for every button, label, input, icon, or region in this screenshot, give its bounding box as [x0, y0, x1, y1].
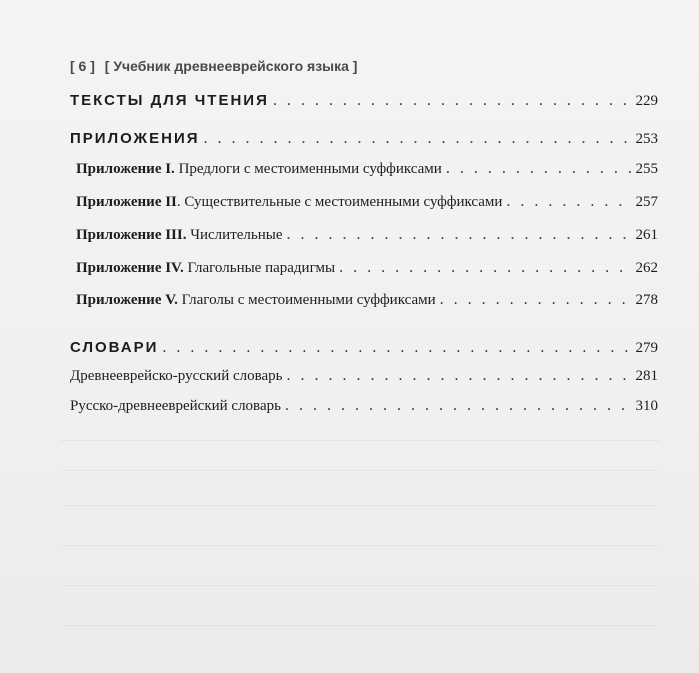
- toc-entry-label: ТЕКСТЫ ДЛЯ ЧТЕНИЯ: [70, 92, 269, 109]
- toc-entry-page: 229: [635, 93, 658, 109]
- toc-entry-appendix-5[interactable]: [70, 291, 658, 309]
- toc-entry-label: [76, 292, 436, 309]
- toc-entry-texts[interactable]: [70, 92, 658, 110]
- toc-entry-page: 279: [635, 340, 658, 356]
- bleed-through-line: [60, 440, 660, 441]
- toc-entry-label: [76, 260, 335, 277]
- bleed-through-line: [60, 625, 660, 626]
- toc-entry-label: ПРИЛОЖЕНИЯ: [70, 130, 200, 147]
- toc-entry-label: Русско-древнееврейский словарь: [70, 398, 281, 414]
- toc-entry-label: Древнееврейско-русский словарь: [70, 368, 283, 384]
- leader-dots: [339, 259, 631, 277]
- running-header: [70, 58, 357, 74]
- bleed-through-line: [60, 545, 660, 546]
- appendix-title: . Существительные с местоименными суффиксами: [176, 194, 503, 210]
- appendix-prefix: Приложение IV.: [76, 260, 184, 276]
- appendix-prefix: Приложение III.: [76, 227, 187, 243]
- header-book-title: [ Учебник древнееврейского языка ]: [104, 58, 358, 74]
- bleed-through-line: [60, 505, 660, 506]
- toc-entry-appendix-2[interactable]: [70, 193, 658, 211]
- appendix-title: Предлоги с местоименными суффиксами: [174, 161, 442, 177]
- toc-entry-page: 310: [635, 398, 658, 414]
- appendix-title: Глагольные парадигмы: [183, 260, 336, 276]
- toc-entry-page: 281: [635, 368, 658, 384]
- leader-dots: [440, 291, 632, 309]
- bleed-through-line: [60, 585, 660, 586]
- leader-dots: [287, 226, 632, 244]
- leader-dots: [285, 397, 632, 415]
- appendix-title: Числительные: [186, 227, 283, 243]
- appendix-prefix: Приложение II: [76, 194, 177, 210]
- header-page-number: [ 6 ]: [70, 58, 95, 74]
- toc-entry-page: 262: [635, 260, 658, 276]
- toc-entry-page: 278: [635, 292, 658, 308]
- toc-entry-page: 261: [635, 227, 658, 243]
- appendix-title: Глаголы с местоименными суффиксами: [177, 292, 436, 308]
- toc-entry-page: 257: [635, 194, 658, 210]
- appendix-prefix: Приложение V.: [76, 292, 178, 308]
- toc-entry-appendix-4[interactable]: [70, 259, 658, 277]
- bleed-through-line: [60, 470, 660, 471]
- leader-dots: [273, 92, 632, 110]
- toc-entry-dictionary-heb-rus[interactable]: [70, 367, 658, 385]
- toc-entry-label: [76, 194, 502, 211]
- leader-dots: [506, 193, 631, 211]
- leader-dots: [446, 160, 632, 178]
- toc-entry-page: 255: [635, 161, 658, 177]
- toc-entry-appendix-3[interactable]: [70, 226, 658, 244]
- toc-entry-label: [76, 161, 442, 178]
- toc-entry-dictionary-rus-heb[interactable]: [70, 397, 658, 415]
- appendix-prefix: Приложение I.: [76, 161, 175, 177]
- leader-dots: [162, 339, 631, 357]
- toc-entry-label: [76, 227, 283, 244]
- toc-entry-dictionaries[interactable]: [70, 339, 658, 357]
- toc-entry-appendices[interactable]: [70, 130, 658, 148]
- leader-dots: [204, 130, 632, 148]
- leader-dots: [287, 367, 632, 385]
- toc-entry-appendix-1[interactable]: [70, 160, 658, 178]
- toc-entry-page: 253: [635, 131, 658, 147]
- toc-entry-label: СЛОВАРИ: [70, 339, 159, 356]
